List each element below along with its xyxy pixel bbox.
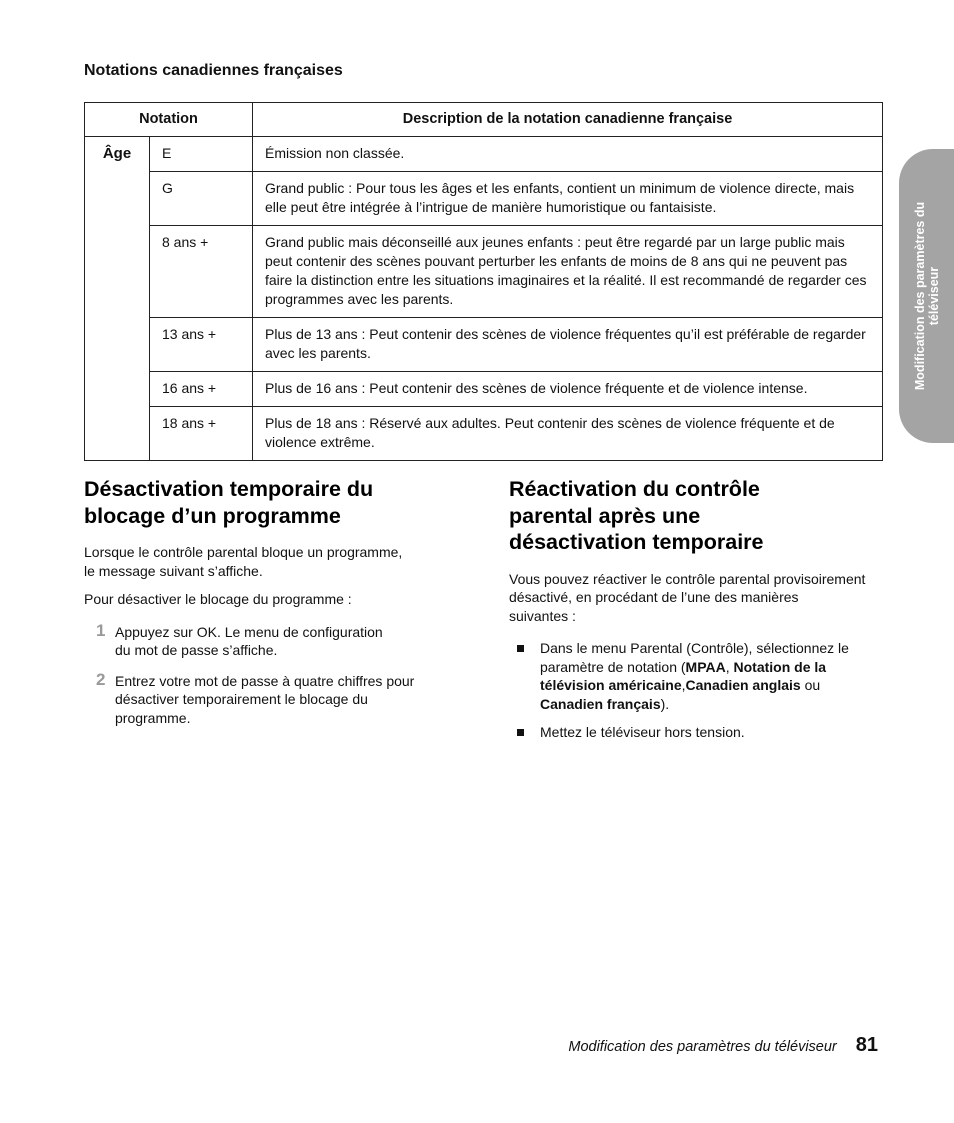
table-row <box>85 407 883 461</box>
rating-description: Émission non classée. <box>253 137 883 172</box>
bullet-square-icon <box>517 729 524 736</box>
column-header-description: Description de la notation canadienne française <box>253 103 883 137</box>
reactivate-paragraph: Vous pouvez réactiver le contrôle parental provisoirement désactivé, en procédant de l’une des manières suivantes : <box>509 570 866 624</box>
rating-code: G <box>150 172 253 226</box>
reactivate-heading: Réactivation du contrôle parental après une désactivation temporaire <box>509 477 764 554</box>
section-title: Notations canadiennes françaises <box>84 62 343 79</box>
table-row <box>85 372 883 407</box>
page-footer <box>568 1034 878 1057</box>
step-number: 1 <box>96 620 106 640</box>
rating-description: Plus de 16 ans : Peut contenir des scènes de violence fréquente et de violence intense. <box>253 372 883 407</box>
rating-description: Plus de 18 ans : Réservé aux adultes. Peut contenir des scènes de violence fréquente et de violence extrême. <box>253 407 883 461</box>
instruction-paragraph: Pour désactiver le blocage du programme : <box>84 591 352 607</box>
rating-description: Grand public mais déconseillé aux jeunes enfants : peut être regardé par un large public mais peut contenir des scènes pouvant perturber les enfants de moins de 8 ans qui ne peuvent pas faire la distinction entre les situations imaginaires et la réalité. Il est recommandé de regarder ces programmes avec les parents. <box>253 226 883 318</box>
intro-paragraph: Lorsque le contrôle parental bloque un programme, le message suivant s’affiche. <box>84 544 403 579</box>
chapter-side-tab-label: Modification des paramètres du téléviseur <box>913 201 941 391</box>
age-label: Âge <box>85 137 150 461</box>
list-item: Dans le menu Parental (Contrôle), sélectionnez le paramètre de notation (MPAA, Notation de la télévision américaine,Canadien anglais ou Canadien français). <box>509 639 881 713</box>
rating-code: 8 ans + <box>150 226 253 318</box>
step-list <box>84 620 456 728</box>
table-row <box>85 172 883 226</box>
rating-table <box>84 102 883 461</box>
step-number: 2 <box>96 669 106 689</box>
step-item: 2 Entrez votre mot de passe à quatre chiffres pour désactiver temporairement le blocage du programme. <box>96 669 415 726</box>
table-row <box>85 137 883 172</box>
rating-code: 13 ans + <box>150 318 253 372</box>
page-number: 81 <box>855 1034 878 1056</box>
table-header-row <box>85 103 883 137</box>
list-item: Mettez le téléviseur hors tension. <box>509 723 881 742</box>
table-row <box>85 226 883 318</box>
column-header-notation: Notation <box>85 103 253 137</box>
step-item: 1 Appuyez sur OK. Le menu de configuration du mot de passe s’affiche. <box>96 620 383 658</box>
rating-description: Grand public : Pour tous les âges et les enfants, contient un minimum de violence directe, mais elle peut être intégrée à l’intrigue de manière humoristique ou fantaisiste. <box>253 172 883 226</box>
table-row <box>85 318 883 372</box>
disable-block-heading: Désactivation temporaire du blocage d’un programme <box>84 477 374 528</box>
right-column <box>509 476 881 752</box>
rating-code: 16 ans + <box>150 372 253 407</box>
bullet-list <box>509 639 881 742</box>
rating-code: 18 ans + <box>150 407 253 461</box>
rating-code: E <box>150 137 253 172</box>
rating-description: Plus de 13 ans : Peut contenir des scènes de violence fréquentes qu’il est préférable de regarder avec les parents. <box>253 318 883 372</box>
left-column <box>84 476 456 739</box>
footer-title: Modification des paramètres du téléviseur <box>568 1039 837 1055</box>
bullet-square-icon <box>517 645 524 652</box>
